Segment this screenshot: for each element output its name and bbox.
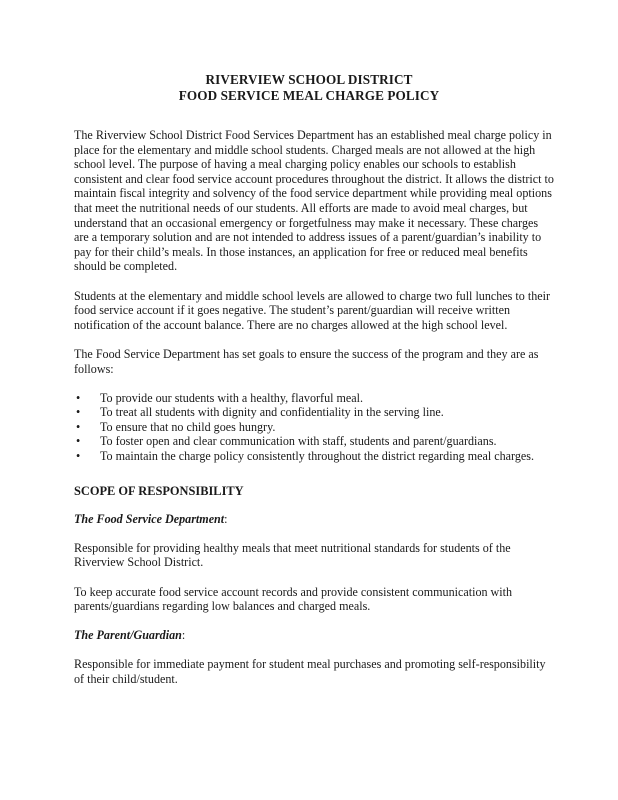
goal-text: To provide our students with a healthy, flavorful meal. <box>100 390 364 405</box>
goal-text: To foster open and clear communication with staff, students and parent/guardians. <box>100 434 497 449</box>
goal-item <box>76 434 554 449</box>
intro-paragraph: The Riverview School District Food Services Department has an established meal charge policy in place for the elementary and middle school students. Charged meals are not allowed at the high school level. The purpose of having a meal charging policy enables our schools to establish consistent and clear food service account procedures throughout the district. It allows the district to maintain fiscal integrity and solvency of the food service department while providing meal options that meet the nutritional needs of our students. All efforts are made to avoid meal charges, but understand that an occasional emergency or forgetfulness may make it necessary. These charges are a temporary solution and are not intended to address issues of a parent/guardian’s inability to pay for their child’s meals. In those instances, an application for free or reduced meal benefits should be completed. <box>74 128 554 274</box>
goal-item <box>76 391 554 406</box>
bullet-icon: • <box>76 405 81 420</box>
food-service-responsibility-1: Responsible for providing healthy meals that meet nutritional standards for students of the Riverview School District. <box>74 540 511 570</box>
parent-guardian-heading-colon: : <box>181 628 186 643</box>
food-service-heading-text: The Food Service Department <box>74 512 225 527</box>
goals-list <box>74 391 554 464</box>
goals-intro-paragraph: The Food Service Department has set goals to ensure the success of the program and they are as follows: <box>74 346 539 376</box>
goal-item <box>76 420 554 435</box>
goal-text: To ensure that no child goes hungry. <box>100 419 276 434</box>
goal-text: To maintain the charge policy consistently throughout the district regarding meal charges. <box>100 449 534 464</box>
food-service-heading-colon: : <box>224 512 228 527</box>
title-district: RIVERVIEW SCHOOL DISTRICT <box>205 72 413 87</box>
parent-guardian-heading-text: The Parent/Guardian <box>74 628 182 643</box>
goal-item <box>76 449 554 464</box>
food-service-heading <box>74 512 554 527</box>
scope-heading: SCOPE OF RESPONSIBILITY <box>74 483 244 498</box>
title-policy: FOOD SERVICE MEAL CHARGE POLICY <box>178 88 440 103</box>
parent-guardian-heading <box>74 628 554 643</box>
document-title <box>0 72 618 104</box>
food-service-responsibility-2: To keep accurate food service account records and provide consistent communication with parents/guardians regarding low balances and charged meals. <box>74 584 513 614</box>
bullet-icon: • <box>76 419 81 434</box>
charges-paragraph: Students at the elementary and middle school levels are allowed to charge two full lunches to their food service account if it goes negative. The student’s parent/guardian will receive written notification of the account balance. There are no charges allowed at the high school level. <box>74 288 550 332</box>
bullet-icon: • <box>76 449 81 464</box>
bullet-icon: • <box>76 390 81 405</box>
bullet-icon: • <box>76 434 81 449</box>
goal-item <box>76 405 554 420</box>
goal-text: To treat all students with dignity and confidentiality in the serving line. <box>100 405 444 420</box>
document-body <box>74 128 554 701</box>
parent-responsibility-1: Responsible for immediate payment for student meal purchases and promoting self-responsibility of their child/student. <box>74 657 546 686</box>
